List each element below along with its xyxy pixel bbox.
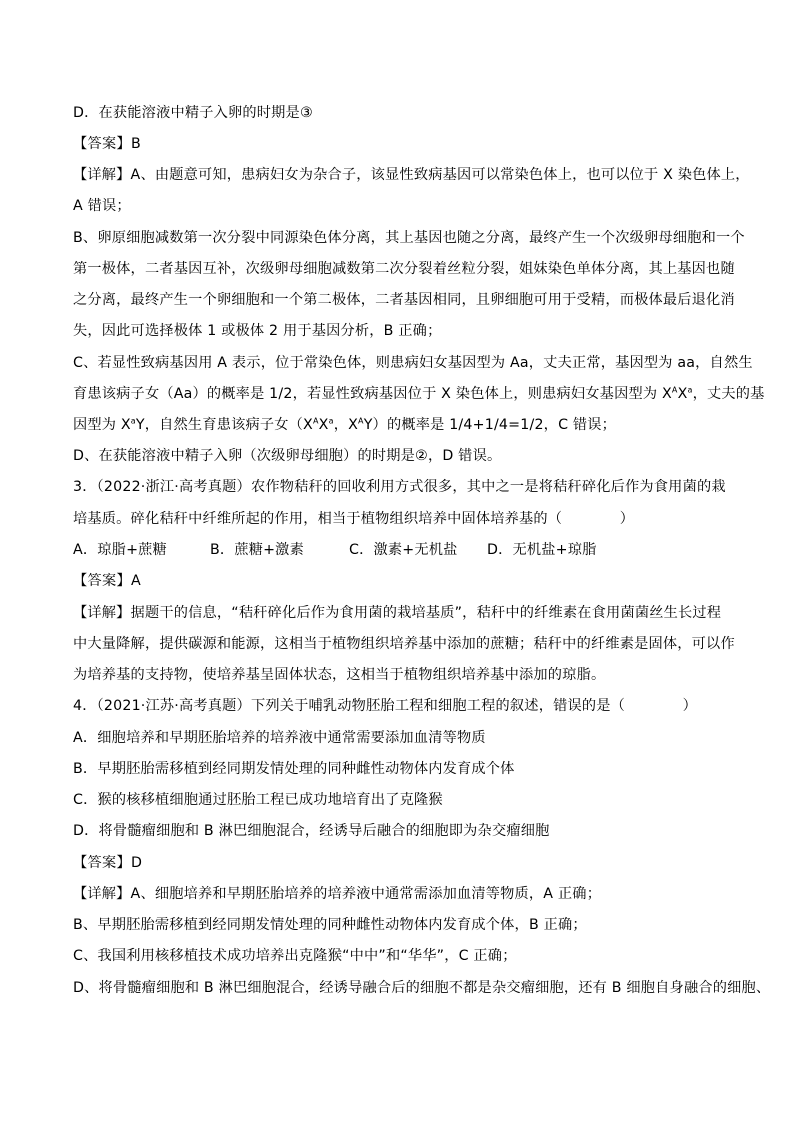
q3-option-d: D．无机盐+琼脂	[487, 542, 597, 558]
q2-detail-line-8	[73, 384, 765, 404]
genotype-x: X	[318, 417, 329, 433]
q3-answer: 【答案】A	[73, 573, 141, 589]
q3-detail-line-3: 为培养基的支持物，使培养基呈固体状态，这相当于植物组织培养基中添加的琼脂。	[73, 667, 606, 683]
q3-stem-line-2: 培基质。碎化秸秆中纤维所起的作用，相当于植物组织培养中固体培养基的（ ）	[73, 511, 635, 527]
q4-answer: 【答案】D	[73, 855, 143, 871]
q2-detail-line-9-text: 因型为 X	[73, 417, 131, 433]
q3-options	[73, 540, 597, 560]
q4-detail-line-2: B、早期胚胎需移植到经同期发情处理的同种雌性动物体内发育成个体，B 正确；	[73, 917, 587, 933]
q4-option-b: B．早期胚胎需移植到经同期发情处理的同种雌性动物体内发育成个体	[73, 761, 515, 777]
q3-detail-line-1: 【详解】据题干的信息，“秸秆碎化后作为食用菌的栽培基质”，秸秆中的纤维素在食用菌菌丝生长过程	[73, 605, 722, 621]
superscript: a	[130, 416, 136, 426]
q4-detail-line-3: C、我国利用核移植技术成功培养出克隆猴“中中”和“华华”，C 正确；	[73, 948, 517, 964]
q2-detail-line-1: 【详解】A、由题意可知，患病妇女为杂合子，该显性致病基因可以常染色体上，也可以位于 X 染色体上，	[73, 167, 750, 183]
q2-detail-line-9-mid: Y，自然生育患该病子女（X	[135, 417, 313, 433]
q2-detail-line-5: 之分离，最终产生一个卵细胞和一个第二极体，二者基因相同，且卵细胞可用于受精，而极体最后退化消	[73, 292, 735, 308]
q4-stem: 4．（2021·江苏·高考真题）下列关于哺乳动物胚胎工程和细胞工程的叙述，错误的是（ ）	[73, 698, 697, 714]
q2-option-d: D．在获能溶液中精子入卵的时期是③	[73, 105, 313, 121]
superscript: A	[358, 416, 364, 426]
q2-detail-line-7: C、若显性致病基因用 A 表示，位于常染色体，则患病妇女基因型为 Aa，丈夫正常，基因型为 aa，自然生	[73, 355, 753, 371]
q2-detail-line-8-text: 育患该病子女（Aa）的概率是 1/2，若显性致病基因位于 X 染色体上，则患病妇女基因型为 X	[73, 386, 672, 402]
q4-option-c: C．猴的核移植细胞通过胚胎工程已成功地培育出了克隆猴	[73, 792, 443, 808]
q3-detail-line-2: 中大量降解，提供碳源和能源，这相当于植物组织培养基中添加的蔗糖；秸秆中的纤维素是固体，可以作	[73, 636, 735, 652]
q3-stem-line-1: 3．（2022·浙江·高考真题）农作物秸秆的回收利用方式很多，其中之一是将秸秆碎化后作为食用菌的栽	[73, 479, 726, 495]
q2-detail-line-3: B、卵原细胞减数第一次分裂中同源染色体分离，其上基因也随之分离，最终产生一个次级卵母细胞和一个	[73, 230, 745, 246]
superscript: A	[312, 416, 319, 426]
q4-detail-line-4: D、将骨髓瘤细胞和 B 淋巴细胞混合，经诱导融合后的细胞不都是杂交瘤细胞，还有 B 细胞自身融合的细胞、	[73, 980, 771, 996]
q3-option-c: C．激素+无机盐	[349, 542, 458, 558]
q4-option-a: A．细胞培养和早期胚胎培养的培养液中通常需要添加血清等物质	[73, 730, 486, 746]
superscript: A	[671, 385, 678, 395]
q2-answer: 【答案】B	[73, 136, 141, 152]
q2-detail-line-8-tail: ，丈夫的基	[692, 386, 765, 402]
superscript: a	[328, 416, 334, 426]
q2-detail-line-4: 第一极体，二者基因互补，次级卵母细胞减数第二次分裂着丝粒分裂，姐妹染色单体分离，其上基因也随	[73, 261, 735, 277]
q3-option-a: A．琼脂+蔗糖	[73, 542, 167, 558]
q4-option-d: D．将骨髓瘤细胞和 B 淋巴细胞混合，经诱导后融合的细胞即为杂交瘤细胞	[73, 823, 550, 839]
q4-detail-line-1: 【详解】A、细胞培养和早期胚胎培养的培养液中通常需添加血清等物质，A 正确；	[73, 886, 602, 902]
q2-detail-line-2: A 错误；	[73, 198, 131, 214]
superscript: a	[687, 385, 693, 395]
q3-option-b: B．蔗糖+激素	[210, 542, 304, 558]
q2-detail-line-6: 失，因此可选择极体 1 或极体 2 用于基因分析，B 正确；	[73, 323, 442, 339]
separator: ，X	[333, 417, 358, 433]
q2-detail-line-9-tail: Y）的概率是 1/4+1/4=1/2，C 错误；	[363, 417, 617, 433]
q2-detail-line-9	[73, 415, 616, 435]
q2-detail-line-10: D、在获能溶液中精子入卵（次级卵母细胞）的时期是②，D 错误。	[73, 448, 502, 464]
genotype-x: X	[677, 386, 688, 402]
